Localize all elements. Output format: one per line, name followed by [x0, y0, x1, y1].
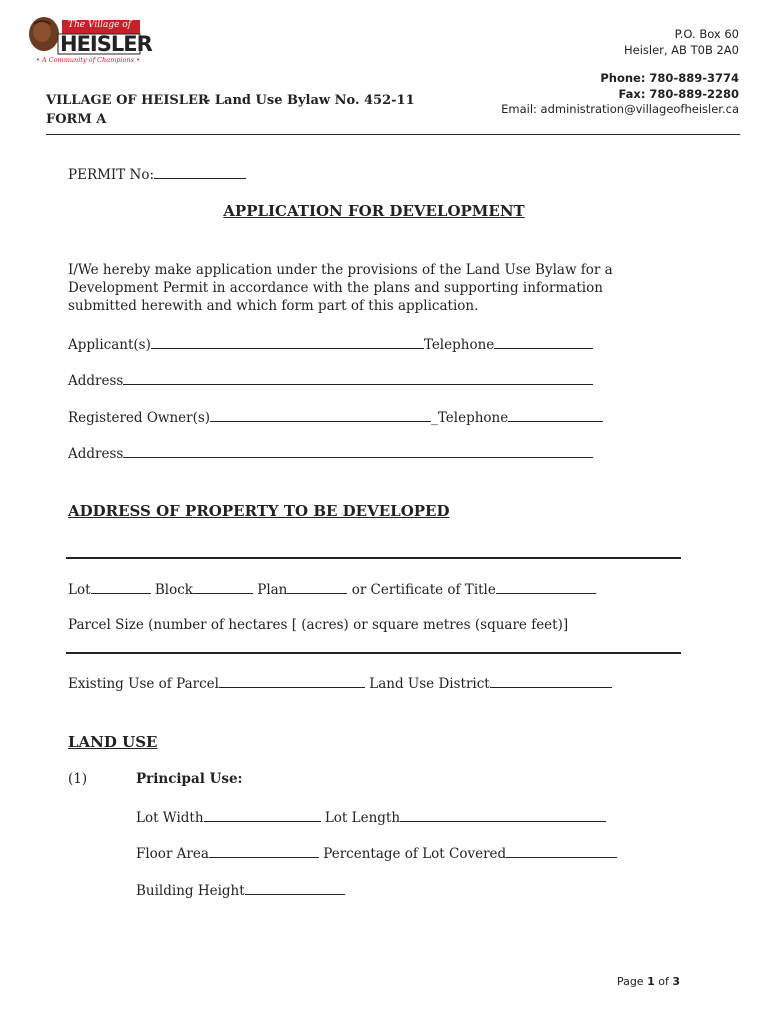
block-label: Block [154, 582, 193, 598]
logo-tagline: • A Community of Champions • [36, 56, 140, 64]
parcel-size-field[interactable] [66, 652, 681, 654]
owner-telephone-label: _Telephone [431, 410, 509, 426]
page-of: of [654, 975, 673, 988]
floor-area-field[interactable] [209, 844, 319, 858]
address-field[interactable] [123, 371, 593, 385]
existing-use-label: Existing Use of Parcel [68, 676, 219, 692]
telephone-label: Telephone [423, 337, 495, 353]
district-field[interactable] [490, 674, 612, 688]
building-height-label: Building Height [136, 883, 245, 899]
building-height-field[interactable] [245, 881, 345, 895]
intro-line-3: submitted herewith and which form part of this application. [68, 298, 479, 314]
lot-length-field[interactable] [400, 808, 606, 822]
header-divider [46, 134, 740, 135]
floor-area-row [136, 844, 617, 862]
page-prefix: Page [616, 975, 648, 988]
lot-field[interactable] [91, 580, 151, 594]
page-total: 3 [672, 975, 680, 988]
address-label: Address [68, 373, 124, 389]
page-number [617, 975, 680, 988]
owner-row [68, 408, 603, 426]
percent-covered-field[interactable] [506, 844, 617, 858]
percent-covered-label: Percentage of Lot Covered [323, 846, 507, 862]
owner-telephone-field[interactable] [508, 408, 603, 422]
org-name: VILLAGE OF HEISLER [46, 93, 209, 108]
page-title: APPLICATION FOR DEVELOPMENT [223, 202, 525, 220]
logo-big-text: HEISLER [60, 32, 152, 56]
existing-use-row [68, 674, 612, 692]
certificate-field[interactable] [496, 580, 596, 594]
applicant-label: Applicant(s) [68, 337, 151, 353]
owner-address-row [68, 444, 593, 462]
existing-use-field[interactable] [219, 674, 365, 688]
certificate-label: or Certificate of Title [351, 582, 496, 598]
property-heading: ADDRESS OF PROPERTY TO BE DEVELOPED [68, 502, 450, 520]
fax-number: Fax: 780-889-2280 [618, 87, 739, 101]
email-address: Email: administration@villageofheisler.ca [501, 102, 739, 116]
lot-length-label: Lot Length [324, 810, 401, 826]
plan-field[interactable] [287, 580, 347, 594]
land-use-heading: LAND USE [68, 733, 158, 751]
permit-label: PERMIT No: [68, 167, 155, 183]
form-label: FORM A [46, 112, 107, 127]
permit-row [68, 165, 246, 183]
po-box: P.O. Box 60 [674, 27, 739, 41]
applicant-row [68, 335, 593, 353]
permit-number-field[interactable] [154, 165, 246, 179]
lot-width-field[interactable] [204, 808, 321, 822]
intro-line-2: Development Permit in accordance with the plans and supporting information [68, 280, 603, 296]
village-logo [28, 14, 152, 64]
plan-label: Plan [257, 582, 288, 598]
telephone-field[interactable] [494, 335, 593, 349]
address-row [68, 371, 593, 389]
city-address: Heisler, AB T0B 2A0 [623, 43, 739, 57]
lot-width-label: Lot Width [136, 810, 204, 826]
phone-number: Phone: 780-889-3774 [600, 71, 739, 85]
page-current: 1 [647, 975, 655, 988]
block-field[interactable] [193, 580, 253, 594]
applicant-field[interactable] [151, 335, 424, 349]
principal-use-label: Principal Use: [136, 771, 243, 787]
intro-line-1: I/We hereby make application under the provisions of the Land Use Bylaw for a [68, 262, 613, 278]
parcel-size-label: Parcel Size (number of hectares [ (acres) or square metres (square feet)] [68, 617, 569, 633]
owner-address-label: Address [68, 446, 124, 462]
lot-dimensions-row [136, 808, 606, 826]
district-label: Land Use District [369, 676, 490, 692]
logo-small-text: The Village of [68, 20, 132, 30]
lot-label: Lot [68, 582, 91, 598]
floor-area-label: Floor Area [136, 846, 209, 862]
item-number: (1) [68, 771, 88, 787]
lot-row [68, 580, 596, 598]
owner-address-field[interactable] [123, 444, 593, 458]
owner-field[interactable] [210, 408, 431, 422]
property-address-field[interactable] [66, 557, 681, 559]
owner-label: Registered Owner(s) [68, 410, 211, 426]
bylaw-title: - Land Use Bylaw No. 452-11 [205, 93, 415, 108]
building-height-row [136, 881, 345, 899]
